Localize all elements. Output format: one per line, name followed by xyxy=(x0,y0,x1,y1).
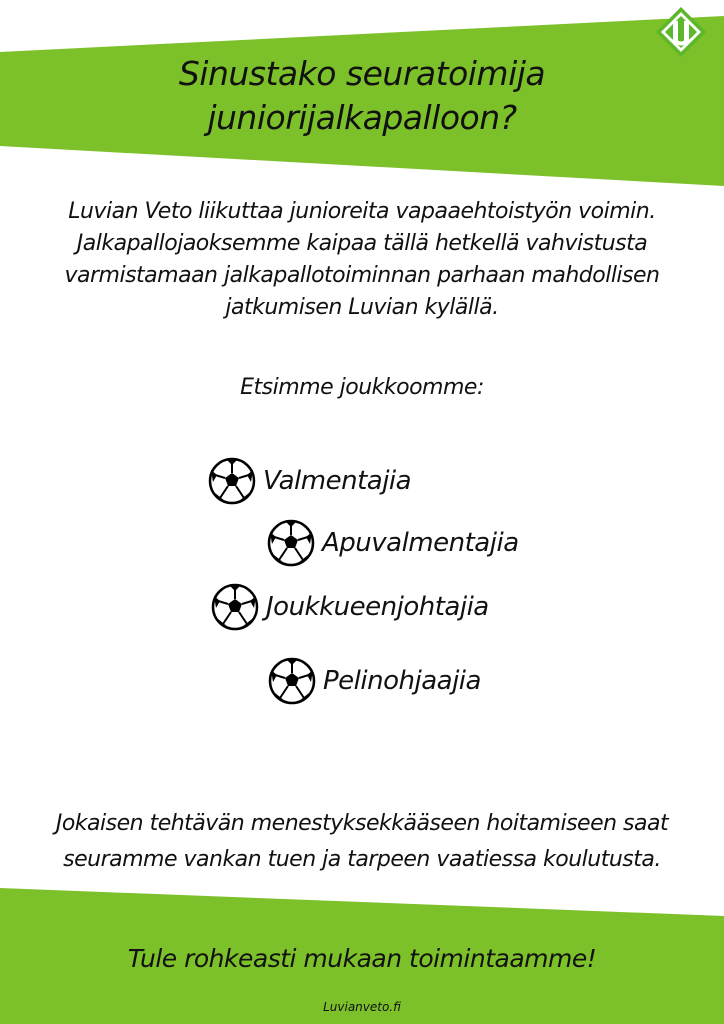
soccer-ball-icon xyxy=(210,582,260,632)
role-item-joukkueenjohtajia xyxy=(210,582,489,632)
soccer-ball-icon xyxy=(267,656,317,706)
role-label: Pelinohjaajia xyxy=(323,666,481,696)
soccer-ball-icon xyxy=(207,456,257,506)
intro-paragraph xyxy=(0,196,724,324)
intro-line-1: Luvian Veto liikuttaa junioreita vapaaehtoistyön voimin. xyxy=(68,199,656,224)
intro-line-2: Jalkapallojaoksemme kaipaa tällä hetkellä vahvistusta xyxy=(76,231,648,256)
title-line-1: Sinustako seuratoimija xyxy=(178,54,546,93)
intro-line-3: varmistamaan jalkapallotoiminnan parhaan mahdollisen xyxy=(64,263,660,288)
role-item-apuvalmentajia xyxy=(266,518,519,568)
seeking-heading: Etsimme joukkoomme: xyxy=(240,375,484,400)
role-item-pelinohjaajia xyxy=(267,656,481,706)
call-to-action: Tule rohkeasti mukaan toimintaamme! xyxy=(127,944,597,973)
website-link[interactable]: Luvianveto.fi xyxy=(323,1000,401,1014)
intro-line-4: jatkumisen Luvian kylällä. xyxy=(225,295,499,320)
soccer-ball-icon xyxy=(266,518,316,568)
page-title xyxy=(0,52,724,140)
outro-line-1: Jokaisen tehtävän menestyksekkääseen hoitamiseen saat xyxy=(55,811,669,836)
title-line-2: juniorijalkapalloon? xyxy=(207,98,517,137)
role-item-valmentajia xyxy=(207,456,411,506)
club-diamond-logo-icon xyxy=(655,6,707,58)
outro-paragraph xyxy=(0,806,724,878)
role-label: Valmentajia xyxy=(263,466,412,496)
outro-line-2: seuramme vankan tuen ja tarpeen vaatiessa koulutusta. xyxy=(63,847,661,872)
role-label: Joukkueenjohtajia xyxy=(266,592,489,622)
role-label: Apuvalmentajia xyxy=(322,528,519,558)
